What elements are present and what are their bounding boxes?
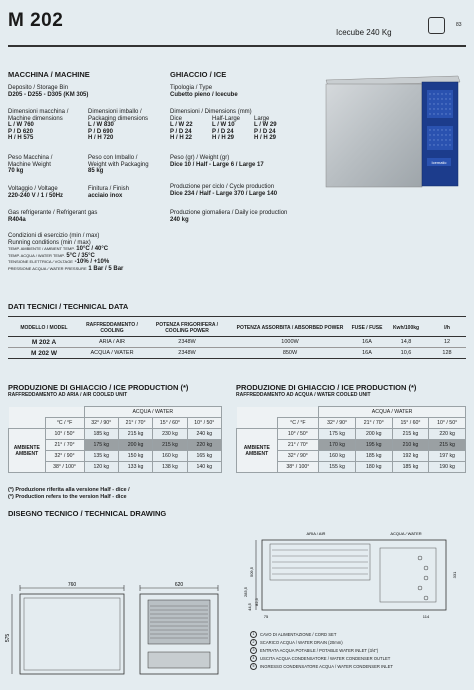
table-row: 38° / 100° 120 kg 133 kg 138 kg 140 kg (9, 462, 222, 473)
dim-44-5: 44,5 (247, 603, 252, 611)
list-item: 3 ENTRATA ACQUA POTABILE / POTABLE WATER INLET (3/4") (250, 646, 393, 654)
table-header-row: °C / °F 32° / 90° 21° / 70° 15° / 60° 10° / 50° (237, 418, 466, 429)
dim-575: 575 (5, 633, 11, 643)
legend-number: 3 (250, 647, 257, 654)
prod-water-heading: PRODUZIONE DI GHIACCIO / ICE PRODUCTION (*) (236, 383, 417, 392)
table-row: M 202 A ARIA / AIR 2348W 1000W 16A 14,8 12 (8, 337, 466, 348)
table-row: AMBIENTE AMBIENT 10° / 50° 185 kg 215 kg 230 kg 240 kg (9, 429, 222, 440)
dim-620: 620 (174, 582, 184, 588)
col-fuse: FUSE / FUSE (351, 325, 383, 331)
list-item: 4 USCITA ACQUA CONDENSATORE / WATER CONDENSER OUTLET (250, 654, 393, 662)
brand-label: Icematic (431, 160, 447, 165)
prod-water-heading-block (236, 383, 416, 398)
drawing-heading: DISEGNO TECNICO / TECHNICAL DRAWING (8, 509, 167, 518)
table-row: 21° / 70° 175 kg 200 kg 215 kg 220 kg (9, 440, 222, 451)
col-cooling: RAFFREDDAMENTO / COOLING (86, 322, 138, 334)
ice-daily-production: Produzione giornaliera / Daily ice production 240 kg (170, 210, 288, 223)
list-item: 2 SCARICO ACQUA / WATER DRAIN (20mm) (250, 638, 393, 646)
legend-number: 4 (250, 655, 257, 662)
machine-weight: Peso Macchina / Machine Weight 70 kg (8, 155, 53, 175)
packaged-weight: Peso con Imballo / Weight with Packaging 85 kg (88, 155, 149, 175)
prod-water-table (236, 406, 466, 473)
dim-82-5: 82,5 (254, 598, 259, 606)
running-conditions: Condizioni di esercizio (min / max) Running conditions (min / max) TEMP. AMBIENTE / AMBIENT TEMP. 10°C / 40°C TEMP. ACQUA / WATER TEMP. 5°C / 35°C TENSIONE ELETTRICA / VOLTAGE -10% / +10% PRESSIONE ACQUA / WATER PRESSURE 1 Bar / 5 Bar (8, 233, 124, 272)
ice-weight: Peso (gr) / Weight (gr) Dice 10 / Half - Large 6 / Large 17 (170, 155, 264, 168)
col-model: MODELLO / MODEL (20, 325, 68, 331)
tech-data-heading: DATI TECNICI / TECHNICAL DATA (8, 302, 129, 311)
dim-75: 75 (263, 614, 269, 619)
table-row: AMBIENTE AMBIENT 10° / 50° 175 kg 200 kg 215 kg 220 kg (237, 429, 466, 440)
machine-voltage: Voltaggio / Voltage 220-240 V / 1 / 50Hz (8, 186, 64, 199)
machine-dimensions: Dimensioni macchina / Machine dimensions L / W 760 P / D 620 H / H 575 (8, 109, 69, 142)
dim-509-5: 509,5 (249, 566, 254, 578)
col-kwh: Kwh/100kg (392, 325, 420, 331)
prod-air-sub: RAFFREDDAMENTO AD ARIA / AIR COOLED UNIT (8, 392, 128, 398)
list-item: 5 INGRESSO CONDENSATORE ACQUA / WATER CONDENSER INLET (250, 662, 393, 670)
front-view-drawing (6, 580, 130, 680)
side-view-drawing (134, 580, 224, 680)
tech-data-table (8, 320, 466, 359)
table-row: 32° / 90° 160 kg 185 kg 192 kg 197 kg (237, 451, 466, 462)
drawing-legend (250, 630, 393, 670)
table-header-row (8, 320, 466, 337)
dim-331: 331 (452, 571, 457, 579)
table-header-row: °C / °F 32° / 90° 21° / 70° 15° / 60° 10° / 50° (9, 418, 222, 429)
legend-number: 2 (250, 639, 257, 646)
legend-number: 5 (250, 663, 257, 670)
air-label: ARIA / AIR (306, 531, 326, 536)
page-number: 83 (456, 22, 462, 28)
prod-air-table (8, 406, 222, 473)
prod-air-heading: PRODUZIONE DI GHIACCIO / ICE PRODUCTION (*) (8, 383, 189, 392)
machine-finish: Finitura / Finish acciaio inox (88, 186, 130, 199)
packaging-dimensions: Dimensioni imballo / Packaging dimensions L / W 830 P / D 690 H / H 720 (88, 109, 149, 142)
refrigerant-gas: Gas refrigerante / Refrigerant gas R404a (8, 210, 98, 223)
table-header-row: ACQUA / WATER (237, 407, 466, 418)
table-row: M 202 W ACQUA / WATER 2348W 850W 16A 10,6 128 (8, 348, 466, 359)
page-subtitle: Icecube 240 Kg (336, 28, 392, 37)
table-row: 21° / 70° 170 kg 195 kg 210 kg 215 kg (237, 440, 466, 451)
tech-divider (8, 316, 466, 317)
machine-storage: Deposito / Storage Bin D205 - D255 - D305 (KM 305) (8, 85, 89, 98)
table-header-row: ACQUA / WATER (9, 407, 222, 418)
col-lh: l/h (444, 325, 450, 331)
prod-water-sub: RAFFREDDAMENTO AD ACQUA / WATER COOLED UNIT (236, 392, 371, 398)
ice-type: Tipologia / Type Cubetto pieno / Icecube (170, 85, 238, 98)
legend-number: 1 (250, 631, 257, 638)
ice-dimensions: Dimensioni / Dimensions (mm) Dice L / W 22 P / D 24 H / H 22 Half-Large L / W 10 P / D 24 H / H 29 Large L / W 29 P / D 24 H / H 29 (170, 109, 277, 142)
rear-view-drawing (240, 528, 466, 622)
prod-air-heading-block (8, 383, 188, 398)
product-image (320, 72, 464, 190)
header-divider (8, 45, 466, 47)
col-cooling-power: POTENZA FRIGORIFERA / COOLING POWER (155, 322, 219, 334)
ice-cycle-production: Produzione per ciclo / Cycle production Dice 234 / Half - Large 370 / Large 140 (170, 184, 278, 197)
list-item: 1 CAVO DI ALIMENTAZIONE / CORD SET (250, 630, 393, 638)
dim-283-5: 283,5 (243, 586, 248, 598)
table-row: 32° / 90° 135 kg 150 kg 160 kg 165 kg (9, 451, 222, 462)
dim-760: 760 (67, 582, 77, 588)
page-title: M 202 (8, 10, 64, 31)
water-label: ACQUA / WATER (390, 531, 422, 536)
ice-heading: GHIACCIO / ICE (170, 70, 227, 79)
dim-114: 114 (422, 614, 430, 619)
production-notes: (*) Produzione riferita alla versione Half - dice / (*) Production refers to the version Half - dice (8, 487, 130, 500)
machine-heading: MACCHINA / MACHINE (8, 70, 90, 79)
col-absorbed-power: POTENZA ASSORBITA / ABSORBED POWER (236, 325, 344, 331)
icecube-icon (428, 17, 445, 34)
table-row: 38° / 100° 155 kg 180 kg 185 kg 190 kg (237, 462, 466, 473)
